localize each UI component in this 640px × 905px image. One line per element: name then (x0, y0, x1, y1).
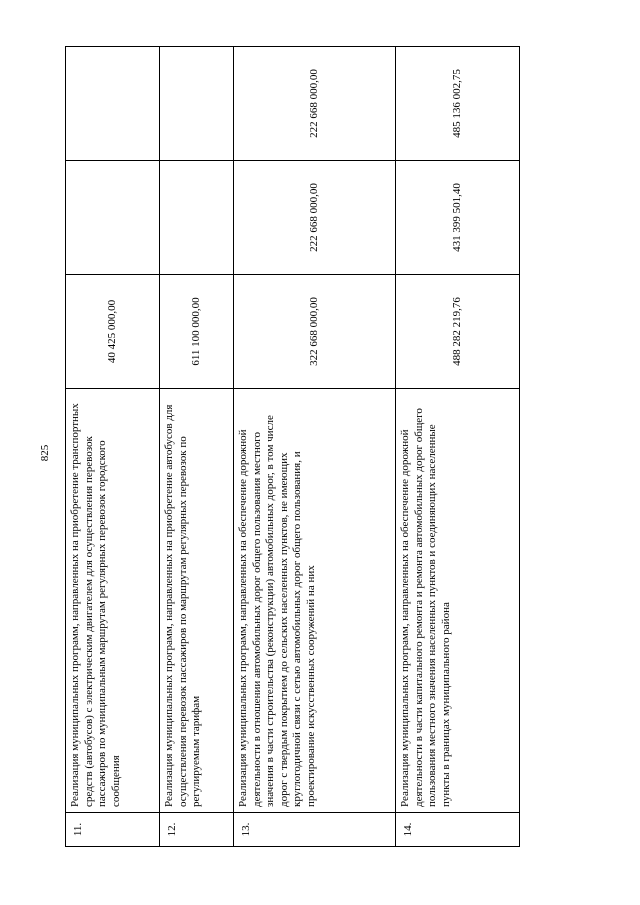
row-description: Реализация муниципальных программ, направленных на обеспечение дорожной деятельности в части капитального ремонта и ремонта автомобильных дорог общего пользования местного значения населенных пунктов и соединяющих населенные пункты в границах муниципального района (396, 389, 520, 813)
value-year-3: 222 668 000,00 (234, 47, 396, 161)
value-year-3 (66, 47, 160, 161)
rotated-table-wrapper (65, 47, 519, 847)
table-row (160, 47, 234, 847)
page-number: 825 (39, 444, 51, 462)
row-number: 11. (66, 813, 160, 847)
row-number: 12. (160, 813, 234, 847)
value-year-1: 611 100 000,00 (160, 275, 234, 389)
value-year-1: 40 425 000,00 (66, 275, 160, 389)
table-row (234, 47, 396, 847)
value-year-1: 322 668 000,00 (234, 275, 396, 389)
row-description: Реализация муниципальных программ, направленных на приобретение транспортных средств (автобусов) с электрическим двигателем для осуществления перевозок пассажиров по муниципальным маршрутам регулярных перевозок городского сообщения (66, 389, 160, 813)
value-year-2 (160, 161, 234, 275)
value-year-2: 431 399 501,40 (396, 161, 520, 275)
table-row (396, 47, 520, 847)
row-number: 14. (396, 813, 520, 847)
row-description: Реализация муниципальных программ, направленных на приобретение автобусов для осуществления перевозок пассажиров по маршрутам регулярных перевозок по регулируемым тарифам (160, 389, 234, 813)
value-year-2 (66, 161, 160, 275)
table-row (66, 47, 160, 847)
value-year-3 (160, 47, 234, 161)
value-year-2: 222 668 000,00 (234, 161, 396, 275)
value-year-1: 488 282 219,76 (396, 275, 520, 389)
budget-table (65, 46, 520, 847)
row-number: 13. (234, 813, 396, 847)
value-year-3: 485 136 002,75 (396, 47, 520, 161)
row-description: Реализация муниципальных программ, направленных на обеспечение дорожной деятельности в отношении автомобильных дорог общего пользования местного значения в части строительства (реконструкции) автомобильных дорог, в том числе дорог с твердым покрытием до сельских населенных пунктов, не имеющих круглогодичной связи с сетью автомобильных дорог общего пользования, и проектирование искусственных сооружений на них (234, 389, 396, 813)
